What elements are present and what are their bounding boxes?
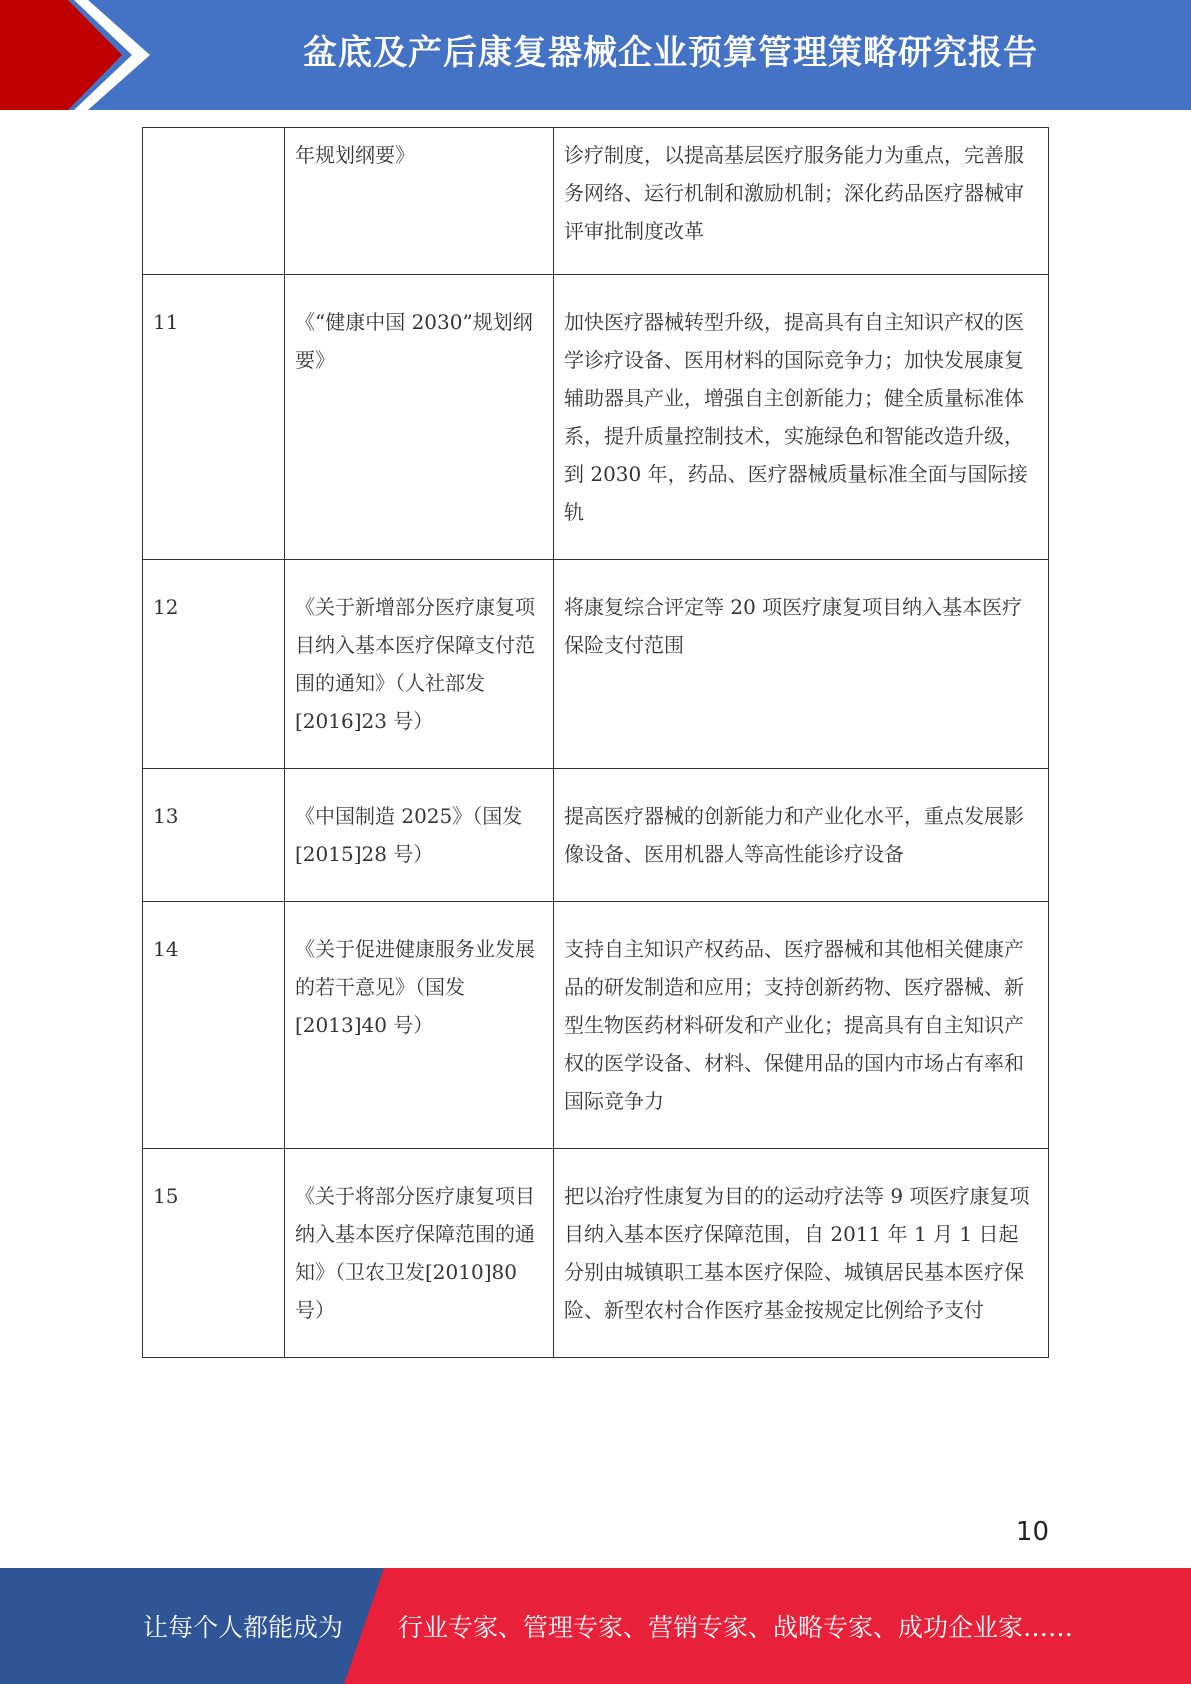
policy-content-cell: [554, 902, 1049, 1149]
policy-name-cell-text: 《中国制造 2025》（国发[2015]28 号）: [295, 804, 523, 866]
page-number: 10: [1015, 1517, 1049, 1547]
row-number-cell-text: 13: [153, 804, 179, 828]
policy-content-cell-text: 把以治疗性康复为目的的运动疗法等 9 项医疗康复项目纳入基本医疗保障范围，自 2011 年 1 月 1 日起分别由城镇职工基本医疗保险、城镇居民基本医疗保险、新型农村合作医疗基金按规定比例给予支付: [564, 1184, 1030, 1322]
table-row: [143, 902, 1049, 1149]
policy-name-cell-text: 年规划纲要》: [295, 143, 415, 167]
policy-name-cell-text: 《关于促进健康服务业发展的若干意见》（国发[2013]40 号）: [295, 937, 535, 1037]
table-row: [143, 769, 1049, 902]
policy-name-cell: [285, 902, 554, 1149]
row-number-cell-text: 11: [153, 310, 179, 334]
policy-name-cell-text: 《关于新增部分医疗康复项目纳入基本医疗保障支付范围的通知》（人社部发[2016]23 号）: [295, 595, 535, 733]
policy-table: [142, 127, 1049, 1358]
header-arrow-decoration: [0, 0, 160, 110]
policy-content-cell: [554, 769, 1049, 902]
policy-name-cell: [285, 560, 554, 769]
policy-content-cell: [554, 1149, 1049, 1358]
policy-name-cell-text: 《“健康中国 2030”规划纲要》: [295, 310, 533, 372]
policy-content-cell-text: 加快医疗器械转型升级，提高具有自主知识产权的医学诊疗设备、医用材料的国际竞争力；加快发展康复辅助器具产业，增强自主创新能力；健全质量标准体系，提升质量控制技术，实施绿色和智能改造升级，到 2030 年，药品、医疗器械质量标准全面与国际接轨: [564, 310, 1028, 524]
page-footer: [0, 1568, 1191, 1684]
row-number-cell: [143, 1149, 285, 1358]
policy-content-cell-text: 提高医疗器械的创新能力和产业化水平，重点发展影像设备、医用机器人等高性能诊疗设备: [564, 804, 1024, 866]
row-number-cell-text: 14: [153, 937, 179, 961]
row-number-cell: [143, 128, 285, 275]
policy-name-cell: [285, 128, 554, 275]
report-title: 盆底及产后康复器械企业预算管理策略研究报告: [303, 33, 1038, 73]
table-row: [143, 128, 1049, 275]
policy-name-cell: [285, 275, 554, 560]
policy-content-cell-text: 支持自主知识产权药品、医疗器械和其他相关健康产品的研发制造和应用；支持创新药物、医疗器械、新型生物医药材料研发和产业化；提高具有自主知识产权的医学设备、材料、保健用品的国内市场占有率和国际竞争力: [564, 937, 1024, 1113]
footer-slogan: 让每个人都能成为: [143, 1613, 344, 1642]
row-number-cell-text: [153, 128, 274, 160]
page-header: [0, 0, 1191, 110]
policy-name-cell-text: 《关于将部分医疗康复项目纳入基本医疗保障范围的通知》（卫农卫发[2010]80 号）: [295, 1184, 535, 1322]
policy-content-cell: [554, 128, 1049, 275]
row-number-cell: [143, 275, 285, 560]
policy-content-cell-text: 将康复综合评定等 20 项医疗康复项目纳入基本医疗保险支付范围: [564, 595, 1023, 657]
row-number-cell: [143, 902, 285, 1149]
policy-content-cell: [554, 275, 1049, 560]
policy-content-cell-text: 诊疗制度，以提高基层医疗服务能力为重点，完善服务网络、运行机制和激励机制；深化药品医疗器械审评审批制度改革: [564, 143, 1024, 243]
policy-content-cell: [554, 560, 1049, 769]
row-number-cell: [143, 769, 285, 902]
table-row: [143, 560, 1049, 769]
table-row: [143, 275, 1049, 560]
policy-table-container: [142, 127, 1049, 1358]
row-number-cell-text: 15: [153, 1184, 179, 1208]
policy-name-cell: [285, 769, 554, 902]
footer-expert-list: 行业专家、管理专家、营销专家、战略专家、成功企业家……: [398, 1613, 1074, 1642]
row-number-cell: [143, 560, 285, 769]
row-number-cell-text: 12: [153, 595, 179, 619]
table-row: [143, 1149, 1049, 1358]
policy-name-cell: [285, 1149, 554, 1358]
